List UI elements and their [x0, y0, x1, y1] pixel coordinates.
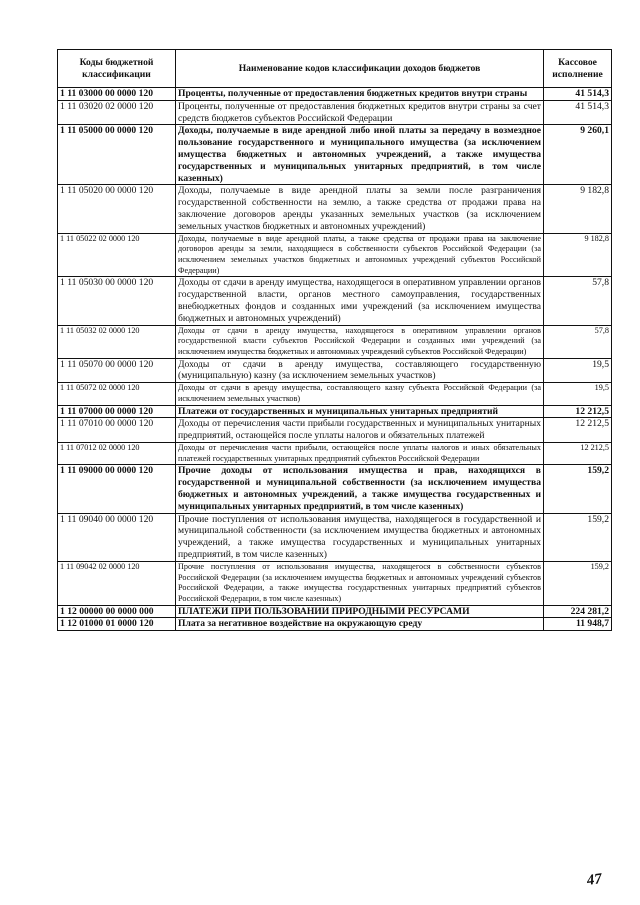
- row-name: Доходы от сдачи в аренду имущества, составляющего государственную (муниципальную) казну (за исключением земельных участков): [176, 358, 544, 383]
- row-name: Доходы от сдачи в аренду имущества, составляющего казну субъекта Российской Федерации (за исключением земельных участков): [176, 383, 544, 405]
- row-value: 41 514,3: [544, 88, 612, 101]
- row-code: 1 11 05022 02 0000 120: [58, 233, 176, 277]
- budget-revenue-table: [57, 49, 612, 631]
- row-name: Проценты, полученные от предоставления бюджетных кредитов внутри страны за счет средств бюджетов субъектов Российской Федерации: [176, 100, 544, 125]
- row-code: 1 11 05072 02 0000 120: [58, 383, 176, 405]
- row-code: 1 11 07000 00 0000 120: [58, 405, 176, 418]
- row-name: Доходы от сдачи в аренду имущества, находящегося в оперативном управлении органов государственной власти, органов местного самоуправления, государственных внебюджетных фондов и созданных ими учреждений (за исключением имущества бюджетных и автономных учреждений): [176, 277, 544, 325]
- table-row: [58, 358, 612, 383]
- table-row: [58, 405, 612, 418]
- table-row: [58, 418, 612, 443]
- table-row: [58, 325, 612, 358]
- row-name: Доходы, получаемые в виде арендной платы за земли после разграничения государственной собственности на землю, а также средства от продажи права на заключение договоров аренды указанных земельных участков (за исключением земельных участков бюджетных и автономных учреждений): [176, 185, 544, 233]
- row-name: Доходы от перечисления части прибыли, остающейся после уплаты налогов и иных обязательных платежей государственных унитарных предприятий субъектов Российской Федерации: [176, 443, 544, 465]
- table-row: [58, 277, 612, 325]
- row-name: Платежи от государственных и муниципальных унитарных предприятий: [176, 405, 544, 418]
- table-row: [58, 100, 612, 125]
- row-code: 1 12 00000 00 0000 000: [58, 605, 176, 618]
- table-row: [58, 605, 612, 618]
- row-code: 1 11 09000 00 0000 120: [58, 465, 176, 513]
- row-value: 12 212,5: [544, 405, 612, 418]
- row-value: 11 948,7: [544, 618, 612, 631]
- row-value: 57,8: [544, 325, 612, 358]
- row-name: Прочие поступления от использования имущества, находящегося в собственности субъектов Российской Федерации (за исключением имущества бюджетных и автономных учреждений субъектов Российской Федерации, а также имущества государственных унитарных предприятий субъектов Российской Федерации, в том числе казенных): [176, 561, 544, 605]
- table-row: [58, 383, 612, 405]
- table-header-row: [58, 50, 612, 88]
- row-value: 9 260,1: [544, 125, 612, 185]
- table-row: [58, 443, 612, 465]
- table-row: [58, 233, 612, 277]
- row-value: 159,2: [544, 561, 612, 605]
- row-code: 1 11 05070 00 0000 120: [58, 358, 176, 383]
- table-row: [58, 465, 612, 513]
- table-row: [58, 125, 612, 185]
- row-value: 9 182,8: [544, 233, 612, 277]
- header-code: Коды бюджетной классификации: [58, 50, 176, 88]
- row-value: 41 514,3: [544, 100, 612, 125]
- row-value: 12 212,5: [544, 443, 612, 465]
- row-name: Доходы, получаемые в виде арендной либо иной платы за передачу в возмездное пользование государственного и муниципального имущества (за исключением имущества бюджетных и автономных учреждений, а также имущества государственных и муниципальных унитарных предприятий, в том числе казенных): [176, 125, 544, 185]
- row-name: Плата за негативное воздействие на окружающую среду: [176, 618, 544, 631]
- row-code: 1 11 05032 02 0000 120: [58, 325, 176, 358]
- row-code: 1 11 03000 00 0000 120: [58, 88, 176, 101]
- row-value: 159,2: [544, 513, 612, 561]
- row-code: 1 11 09042 02 0000 120: [58, 561, 176, 605]
- row-code: 1 11 07010 00 0000 120: [58, 418, 176, 443]
- table-row: [58, 185, 612, 233]
- row-code: 1 11 05020 00 0000 120: [58, 185, 176, 233]
- row-code: 1 11 03020 02 0000 120: [58, 100, 176, 125]
- row-code: 1 12 01000 01 0000 120: [58, 618, 176, 631]
- header-name: Наименование кодов классификации доходов бюджетов: [176, 50, 544, 88]
- row-name: Доходы от сдачи в аренду имущества, находящегося в оперативном управлении органов государственной власти субъектов Российской Федерации и созданных ими учреждений (за исключением имущества бюджетных и автономных учреждений субъектов Российской Федерации): [176, 325, 544, 358]
- row-code: 1 11 05030 00 0000 120: [58, 277, 176, 325]
- row-value: 19,5: [544, 383, 612, 405]
- header-value: Кассовое исполнение: [544, 50, 612, 88]
- table-row: [58, 88, 612, 101]
- table-row: [58, 618, 612, 631]
- page-number: 47: [585, 871, 603, 889]
- table-row: [58, 561, 612, 605]
- row-code: 1 11 05000 00 0000 120: [58, 125, 176, 185]
- row-name: Проценты, полученные от предоставления бюджетных кредитов внутри страны: [176, 88, 544, 101]
- row-name: Прочие доходы от использования имущества и прав, находящихся в государственной и муниципальной собственности (за исключением имущества бюджетных и автономных учреждений, а также имущества государственных и муниципальных унитарных предприятий, в том числе казенных): [176, 465, 544, 513]
- row-name: Доходы, получаемые в виде арендной платы, а также средства от продажи права на заключение договоров аренды за земли, находящиеся в собственности субъектов Российской Федерации (за исключением земельных участков бюджетных и автономных учреждений субъектов Российской Федерации): [176, 233, 544, 277]
- table-row: [58, 513, 612, 561]
- row-name: Доходы от перечисления части прибыли государственных и муниципальных унитарных предприятий, остающейся после уплаты налогов и обязательных платежей: [176, 418, 544, 443]
- row-code: 1 11 09040 00 0000 120: [58, 513, 176, 561]
- row-name: Прочие поступления от использования имущества, находящегося в государственной и муниципальной собственности (за исключением имущества бюджетных и автономных учреждений, а также имущества государственных и муниципальных унитарных предприятий, в том числе казенных): [176, 513, 544, 561]
- row-value: 9 182,8: [544, 185, 612, 233]
- row-value: 159,2: [544, 465, 612, 513]
- row-code: 1 11 07012 02 0000 120: [58, 443, 176, 465]
- row-value: 57,8: [544, 277, 612, 325]
- row-value: 12 212,5: [544, 418, 612, 443]
- row-name: ПЛАТЕЖИ ПРИ ПОЛЬЗОВАНИИ ПРИРОДНЫМИ РЕСУРСАМИ: [176, 605, 544, 618]
- row-value: 224 281,2: [544, 605, 612, 618]
- row-value: 19,5: [544, 358, 612, 383]
